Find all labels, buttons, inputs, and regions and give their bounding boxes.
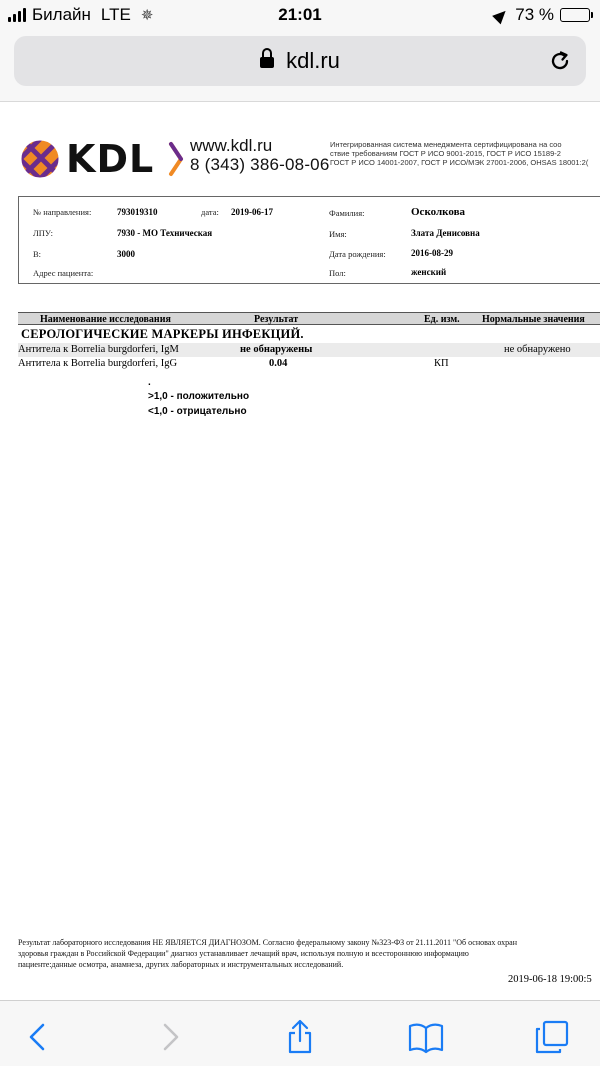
- browser-header: [0, 30, 600, 102]
- tabs-button[interactable]: [534, 1019, 570, 1055]
- share-icon: [282, 1019, 318, 1055]
- status-bar: [0, 0, 600, 30]
- network-type: LTE: [100, 5, 131, 24]
- date-value: 2019-06-17: [231, 207, 273, 217]
- disclaimer: [18, 937, 600, 970]
- disclaimer-line: пациенте:данные осмотра, анамнеза, других лабораторных и инструментальных исследований.: [18, 960, 344, 969]
- cert-line: Интегрированная система менеджмента сертифицирована на соо: [330, 140, 562, 149]
- tabs-icon: [534, 1019, 570, 1055]
- name-label: Имя:: [329, 229, 347, 239]
- share-button[interactable]: [282, 1019, 318, 1055]
- loading-spinner-icon: ✵: [140, 7, 154, 24]
- battery-icon: [560, 8, 590, 22]
- row-result: 0.04: [269, 358, 288, 369]
- birth-label: Дата рождения:: [329, 249, 386, 259]
- kdl-logo: [20, 134, 184, 184]
- row-result: не обнаружены: [240, 344, 313, 355]
- printed-timestamp: 2019-06-18 19:00:5: [508, 974, 592, 985]
- results-table: [18, 312, 600, 371]
- address-bar[interactable]: [14, 36, 586, 86]
- lab-report-document: [0, 102, 600, 1000]
- bookmarks-button[interactable]: [408, 1019, 444, 1055]
- sex-label: Пол:: [329, 268, 346, 278]
- logo-chevron-icon: [168, 141, 184, 177]
- logo-text: KDL: [66, 137, 155, 181]
- kdl-logo-mark-icon: [20, 139, 60, 179]
- section-title: СЕРОЛОГИЧЕСКИЕ МАРКЕРЫ ИНФЕКЦИЙ.: [21, 327, 304, 341]
- header-unit: Ед. изм.: [424, 314, 460, 325]
- disclaimer-line: здоровья граждан в Российской Федерации" диагноз устанавливает лечащий врач, используя полную и всестороннюю информацию: [18, 949, 469, 958]
- header-name: Наименование исследования: [40, 314, 171, 325]
- certification-text: [330, 140, 600, 167]
- forward-chevron-icon: [152, 1019, 188, 1055]
- row-name: Антитела к Borrelia burgdorferi, IgG: [18, 358, 178, 369]
- reload-icon[interactable]: [548, 49, 572, 73]
- location-arrow-icon: [492, 6, 510, 24]
- header-norm: Нормальные значения: [482, 314, 585, 325]
- date-label: дата:: [201, 207, 219, 217]
- back-button[interactable]: [20, 1019, 56, 1055]
- lpu-label: ЛПУ:: [33, 228, 53, 238]
- forward-button[interactable]: [152, 1019, 188, 1055]
- back-chevron-icon: [20, 1019, 56, 1055]
- website-text: www.kdl.ru: [190, 136, 273, 155]
- lpu-value: 7930 - МО Техническая: [117, 228, 213, 238]
- lab-contacts: [190, 136, 330, 174]
- carrier-name: Билайн: [32, 5, 91, 24]
- row-name: Антитела к Borrelia burgdorferi, IgM: [18, 344, 179, 355]
- reference-note: <1,0 - отрицательно: [148, 406, 247, 417]
- v-label: В:: [33, 249, 42, 259]
- url-text[interactable]: kdl.ru: [286, 48, 340, 73]
- phone-text: 8 (343) 386-08-06: [190, 155, 330, 174]
- cert-line: ствие требованиям ГОСТ Р ИСО 9001-2015, ГОСТ Р ИСО 15189-2: [330, 149, 561, 158]
- address-label: Адрес пациента:: [33, 268, 94, 278]
- birth-value: 2016-08-29: [411, 248, 453, 258]
- cert-line: ГОСТ Р ИСО 14001-2007, ГОСТ Р ИСО/МЭК 27001-2006, OHSAS 18001:2(: [330, 158, 589, 167]
- results-header: [18, 312, 600, 325]
- surname-value: Осколкова: [411, 206, 466, 218]
- name-value: Злата Денисовна: [411, 228, 480, 238]
- row-norm: не обнаружено: [504, 344, 571, 355]
- reference-note: >1,0 - положительно: [148, 391, 250, 402]
- book-icon: [408, 1019, 444, 1055]
- reference-note: .: [148, 377, 151, 388]
- sex-value: женский: [411, 267, 447, 277]
- battery-percent: 73 %: [515, 5, 554, 24]
- row-unit: КП: [434, 358, 449, 369]
- table-row: [18, 343, 600, 357]
- table-row: [18, 357, 600, 371]
- patient-info-box: [18, 196, 600, 284]
- clock: 21:01: [278, 5, 322, 24]
- disclaimer-line: Результат лабораторного исследования НЕ ЯВЛЯЕТСЯ ДИАГНОЗОМ. Согласно федеральному закону №323-ФЗ от 21.11.2011 "Об основах охран: [18, 938, 517, 947]
- surname-label: Фамилия:: [329, 208, 365, 218]
- lock-icon: [260, 55, 274, 71]
- browser-toolbar: [0, 1000, 600, 1066]
- referral-value: 793019310: [117, 207, 158, 217]
- referral-label: № направления:: [33, 207, 92, 217]
- header-result: Результат: [254, 314, 299, 325]
- v-value: 3000: [117, 249, 135, 259]
